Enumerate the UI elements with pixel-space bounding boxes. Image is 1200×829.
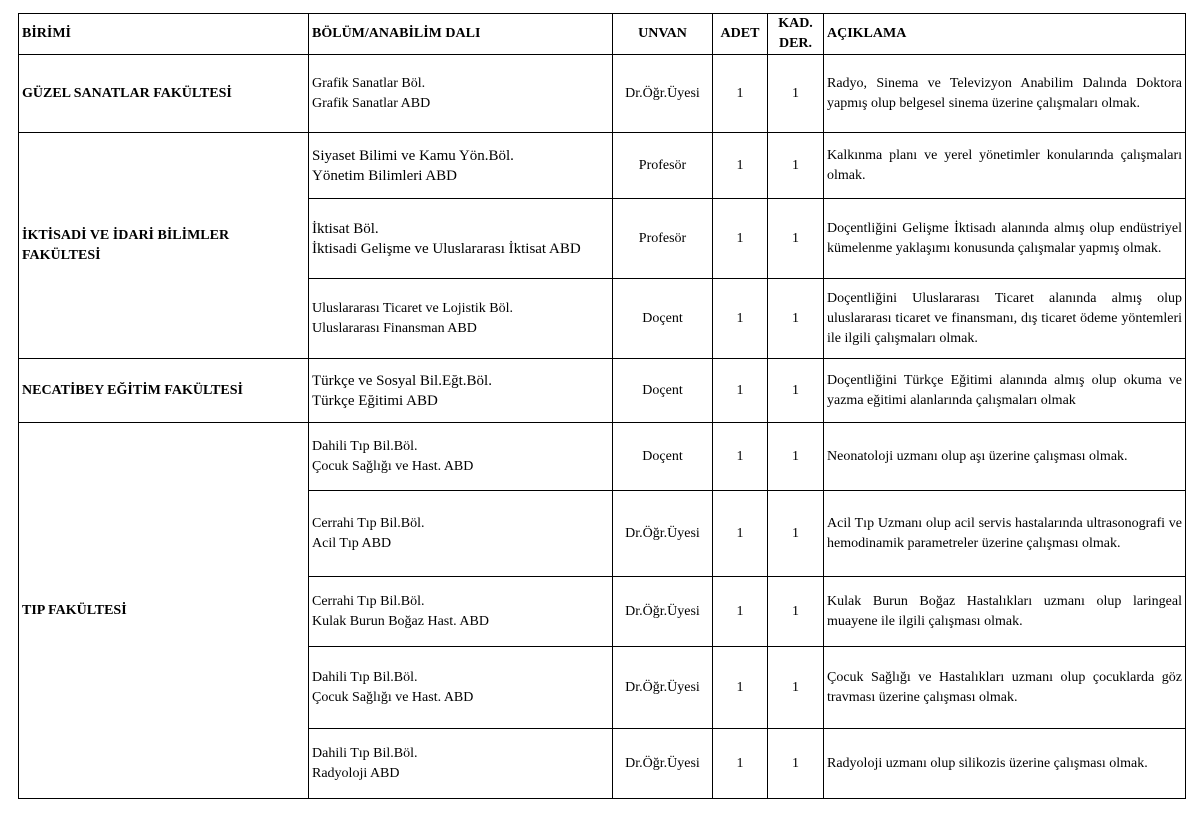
bolum-name: Siyaset Bilimi ve Kamu Yön.Böl. bbox=[312, 147, 514, 164]
kad-cell: 1 bbox=[768, 199, 824, 279]
unvan-cell: Dr.Öğr.Üyesi bbox=[613, 491, 713, 577]
header-kad-line2: DER. bbox=[778, 36, 813, 51]
aciklama-cell: Doçentliğini Uluslararası Ticaret alanında almış olup uluslararası ticaret ve finansmanı, dış ticaret ödeme yöntemleri ile ilgili çalışmaları olmak. bbox=[824, 279, 1186, 359]
faculty-necatibey: NECATİBEY EĞİTİM FAKÜLTESİ bbox=[19, 359, 309, 423]
abd-name: Acil Tıp ABD bbox=[312, 535, 392, 551]
unvan-cell: Profesör bbox=[613, 199, 713, 279]
aciklama-cell: Kulak Burun Boğaz Hastalıkları uzmanı olup laringeal muayene ile ilgili çalışması olmak. bbox=[824, 577, 1186, 647]
header-kad-der bbox=[768, 14, 824, 55]
abd-name: Türkçe Eğitimi ABD bbox=[312, 392, 438, 409]
kad-cell: 1 bbox=[768, 577, 824, 647]
header-unvan: UNVAN bbox=[613, 14, 713, 55]
adet-cell: 1 bbox=[713, 491, 768, 577]
bolum-cell bbox=[309, 491, 613, 577]
abd-name: Radyoloji ABD bbox=[312, 765, 400, 781]
bolum-name: Dahili Tıp Bil.Böl. bbox=[312, 438, 418, 454]
adet-cell: 1 bbox=[713, 423, 768, 491]
unvan-cell: Dr.Öğr.Üyesi bbox=[613, 55, 713, 133]
bolum-cell bbox=[309, 199, 613, 279]
kad-cell: 1 bbox=[768, 55, 824, 133]
unvan-cell: Doçent bbox=[613, 279, 713, 359]
unvan-cell: Dr.Öğr.Üyesi bbox=[613, 647, 713, 729]
abd-name: Yönetim Bilimleri ABD bbox=[312, 167, 457, 184]
kad-cell: 1 bbox=[768, 491, 824, 577]
bolum-cell bbox=[309, 577, 613, 647]
abd-name: Çocuk Sağlığı ve Hast. ABD bbox=[312, 689, 474, 705]
kad-cell: 1 bbox=[768, 729, 824, 799]
adet-cell: 1 bbox=[713, 55, 768, 133]
abd-name: Uluslararası Finansman ABD bbox=[312, 320, 477, 336]
header-kad-line1: KAD. bbox=[778, 16, 813, 31]
table-row bbox=[19, 423, 1186, 491]
kad-cell: 1 bbox=[768, 133, 824, 199]
kad-cell: 1 bbox=[768, 423, 824, 491]
unvan-cell: Profesör bbox=[613, 133, 713, 199]
abd-name: Çocuk Sağlığı ve Hast. ABD bbox=[312, 458, 474, 474]
adet-cell: 1 bbox=[713, 577, 768, 647]
aciklama-cell: Neonatoloji uzmanı olup aşı üzerine çalışması olmak. bbox=[824, 423, 1186, 491]
faculty-tip: TIP FAKÜLTESİ bbox=[19, 423, 309, 799]
bolum-cell bbox=[309, 729, 613, 799]
bolum-name: Cerrahi Tıp Bil.Böl. bbox=[312, 515, 425, 531]
unvan-cell: Dr.Öğr.Üyesi bbox=[613, 729, 713, 799]
header-adet: ADET bbox=[713, 14, 768, 55]
abd-name: Kulak Burun Boğaz Hast. ABD bbox=[312, 613, 489, 629]
adet-cell: 1 bbox=[713, 279, 768, 359]
bolum-cell bbox=[309, 359, 613, 423]
adet-cell: 1 bbox=[713, 359, 768, 423]
abd-name: İktisadi Gelişme ve Uluslararası İktisat ABD bbox=[312, 240, 581, 257]
bolum-name: Cerrahi Tıp Bil.Böl. bbox=[312, 593, 425, 609]
unvan-cell: Doçent bbox=[613, 359, 713, 423]
aciklama-cell: Doçentliğini Gelişme İktisadı alanında almış olup endüstriyel kümelenme yaklaşımı konusunda çalışmalar yapmış olmak. bbox=[824, 199, 1186, 279]
bolum-name: Dahili Tıp Bil.Böl. bbox=[312, 745, 418, 761]
bolum-name: Uluslararası Ticaret ve Lojistik Böl. bbox=[312, 300, 514, 316]
kad-cell: 1 bbox=[768, 279, 824, 359]
adet-cell: 1 bbox=[713, 729, 768, 799]
bolum-name: Dahili Tıp Bil.Böl. bbox=[312, 669, 418, 685]
bolum-cell bbox=[309, 647, 613, 729]
adet-cell: 1 bbox=[713, 199, 768, 279]
bolum-cell bbox=[309, 423, 613, 491]
faculty-iktisadi: İKTİSADİ VE İDARİ BİLİMLER FAKÜLTESİ bbox=[19, 133, 309, 359]
table-row bbox=[19, 55, 1186, 133]
aciklama-cell: Radyo, Sinema ve Televizyon Anabilim Dalında Doktora yapmış olup belgesel sinema üzerine çalışmaları olmak. bbox=[824, 55, 1186, 133]
bolum-name: İktisat Böl. bbox=[312, 220, 379, 237]
header-aciklama: AÇIKLAMA bbox=[824, 14, 1186, 55]
adet-cell: 1 bbox=[713, 133, 768, 199]
unvan-cell: Dr.Öğr.Üyesi bbox=[613, 577, 713, 647]
aciklama-cell: Kalkınma planı ve yerel yönetimler konularında çalışmaları olmak. bbox=[824, 133, 1186, 199]
table-row bbox=[19, 133, 1186, 199]
header-row bbox=[19, 14, 1186, 55]
unvan-cell: Doçent bbox=[613, 423, 713, 491]
abd-name: Grafik Sanatlar ABD bbox=[312, 95, 431, 111]
aciklama-cell: Acil Tıp Uzmanı olup acil servis hastalarında ultrasonografi ve hemodinamik parametreler üzerine çalışması olmak. bbox=[824, 491, 1186, 577]
bolum-cell bbox=[309, 55, 613, 133]
bolum-cell bbox=[309, 133, 613, 199]
bolum-name: Grafik Sanatlar Böl. bbox=[312, 75, 426, 91]
bolum-cell bbox=[309, 279, 613, 359]
adet-cell: 1 bbox=[713, 647, 768, 729]
bolum-name: Türkçe ve Sosyal Bil.Eğt.Böl. bbox=[312, 372, 492, 389]
faculty-guzel-sanatlar: GÜZEL SANATLAR FAKÜLTESİ bbox=[19, 55, 309, 133]
positions-table bbox=[18, 13, 1186, 799]
aciklama-cell: Çocuk Sağlığı ve Hastalıkları uzmanı olup çocuklarda göz travması üzerine çalışması olmak. bbox=[824, 647, 1186, 729]
aciklama-cell: Doçentliğini Türkçe Eğitimi alanında almış olup okuma ve yazma eğitimi alanlarında çalışmaları olmak bbox=[824, 359, 1186, 423]
kad-cell: 1 bbox=[768, 647, 824, 729]
aciklama-cell: Radyoloji uzmanı olup silikozis üzerine çalışması olmak. bbox=[824, 729, 1186, 799]
header-bolum: BÖLÜM/ANABİLİM DALI bbox=[309, 14, 613, 55]
kad-cell: 1 bbox=[768, 359, 824, 423]
header-birim: BİRİMİ bbox=[19, 14, 309, 55]
table-row bbox=[19, 359, 1186, 423]
